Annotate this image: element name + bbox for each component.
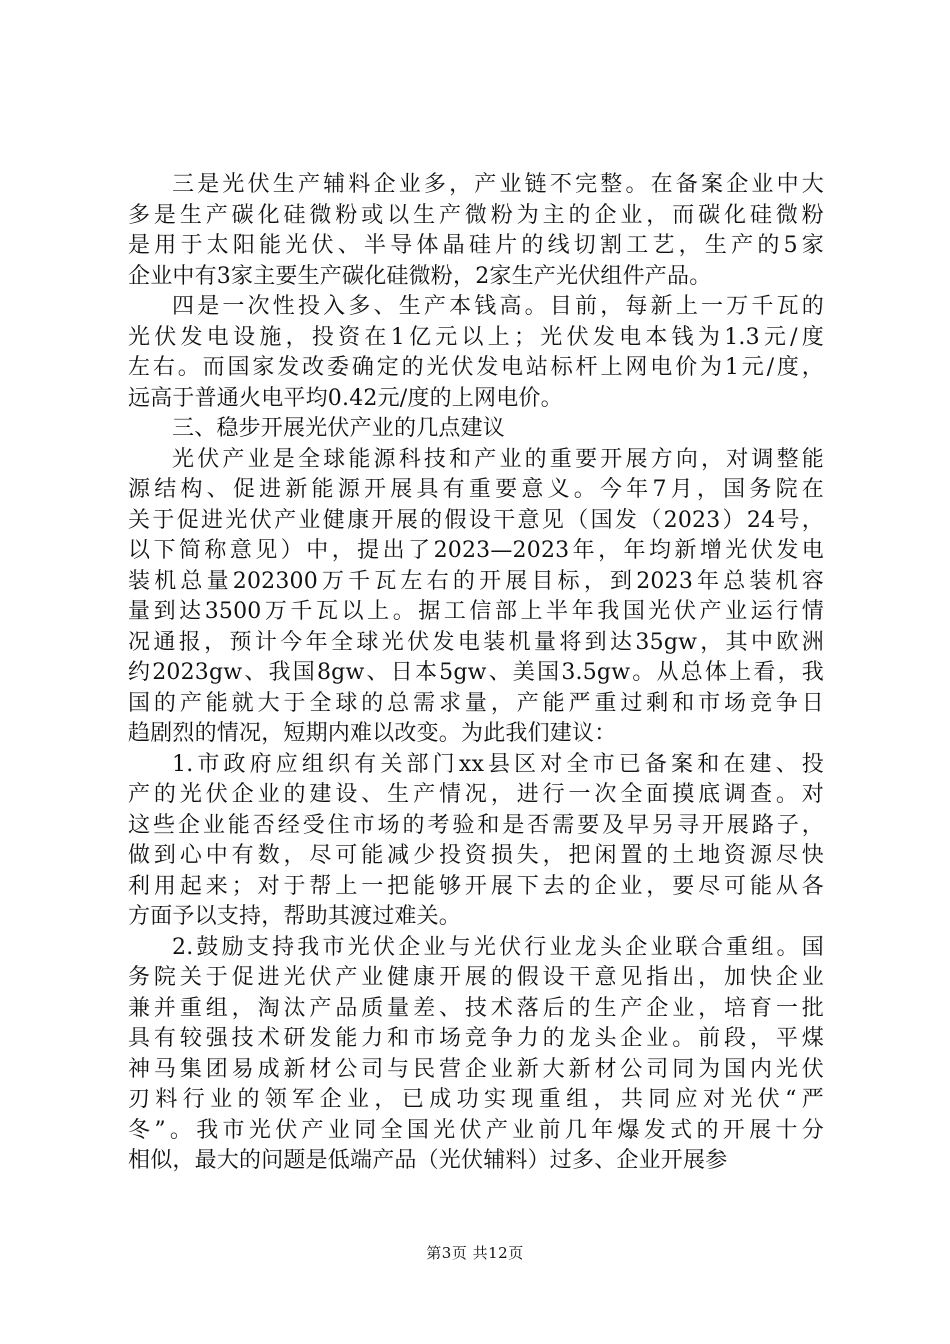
text-line: 1.市政府应组织有关部门xx县区对全市已备案和在建、投: [172, 751, 824, 777]
text-line: 冬”。我市光伏产业同全国光伏产业前几年爆发式的开展十分: [128, 1117, 824, 1143]
text-line: 刃料行业的领军企业，已成功实现重组，共同应对光伏“严: [128, 1087, 824, 1112]
text-line: 神马集团易成新材公司与民营企业新大新材公司同为国内光伏: [128, 1056, 824, 1082]
text-line: 装机总量202300万千瓦左右的开展目标，到2023年总装机容: [128, 568, 824, 594]
text-line: 做到心中有数，尽可能减少投资损失，把闲置的土地资源尽快: [128, 843, 824, 868]
text-line: 量到达3500万千瓦以上。据工信部上半年我国光伏产业运行情: [128, 599, 824, 624]
text-line: 企业中有3家主要生产碳化硅微粉，2家生产光伏组件产品。: [128, 263, 712, 289]
text-line: 源结构、促进新能源开展具有重要意义。今年7月，国务院在: [128, 477, 824, 502]
text-line: 方面予以支持，帮助其渡过难关。: [128, 904, 462, 929]
text-line: 趋剧烈的情况，短期内难以改变。为此我们建议：: [128, 721, 617, 746]
text-line: 多是生产碳化硅微粉或以生产微粉为主的企业，而碳化硅微粉: [128, 202, 824, 228]
text-line: 利用起来；对于帮上一把能够开展下去的企业，要尽可能从各: [128, 873, 824, 899]
text-line: 况通报，预计今年全球光伏发电装机量将到达35gw，其中欧洲: [128, 629, 824, 655]
text-line: 具有较强技术研发能力和市场竞争力的龙头企业。前段，平煤: [128, 1026, 824, 1051]
text-line: 三是光伏生产辅料企业多，产业链不完整。在备案企业中大: [172, 172, 824, 197]
text-line: 以下简称意见）中，提出了2023—2023年，年均新增光伏发电: [128, 538, 824, 563]
text-line: 2.鼓励支持我市光伏企业与光伏行业龙头企业联合重组。国: [172, 934, 824, 960]
text-line: 光伏发电设施，投资在1亿元以上；光伏发电本钱为1.3元/度: [128, 324, 824, 350]
document-body: [128, 170, 824, 1177]
text-line: 兼并重组，淘汰产品质量差、技术落后的生产企业，培育一批: [128, 995, 824, 1021]
text-line: 产的光伏企业的建设、生产情况，进行一次全面摸底调查。对: [128, 782, 824, 807]
text-line: 三、稳步开展光伏产业的几点建议: [172, 416, 506, 441]
text-line: 光伏产业是全球能源科技和产业的重要开展方向，对调整能: [172, 446, 824, 472]
text-line: 左右。而国家发改委确定的光伏发电站标杆上网电价为1元/度，: [128, 355, 824, 380]
text-line: 远高于普通火电平均0.42元/度的上网电价。: [128, 385, 563, 411]
paragraph: [128, 292, 824, 414]
paragraph: [128, 750, 824, 933]
text-line: 关于促进光伏产业健康开展的假设干意见（国发（2023）24号，: [128, 507, 824, 533]
paragraph: [128, 414, 824, 445]
page-footer: 第3页 共12页: [426, 1244, 524, 1262]
paragraph: [128, 445, 824, 750]
text-line: 是用于太阳能光伏、半导体晶硅片的线切割工艺，生产的5家: [128, 233, 824, 258]
text-line: 国的产能就大于全球的总需求量，产能严重过剩和市场竞争日: [128, 690, 824, 716]
text-line: 这些企业能否经受住市场的考验和是否需要及早另寻开展路子，: [128, 812, 824, 838]
text-line: 务院关于促进光伏产业健康开展的假设干意见指出，加快企业: [128, 965, 824, 990]
paragraph: [128, 170, 824, 292]
paragraph: [128, 933, 824, 1177]
text-line: 四是一次性投入多、生产本钱高。目前，每新上一万千瓦的: [172, 294, 824, 319]
text-line: 约2023gw、我国8gw、日本5gw、美国3.5gw。从总体上看，我: [128, 660, 824, 685]
text-line: 相似，最大的问题是低端产品（光伏辅料）过多、企业开展参: [128, 1148, 728, 1173]
